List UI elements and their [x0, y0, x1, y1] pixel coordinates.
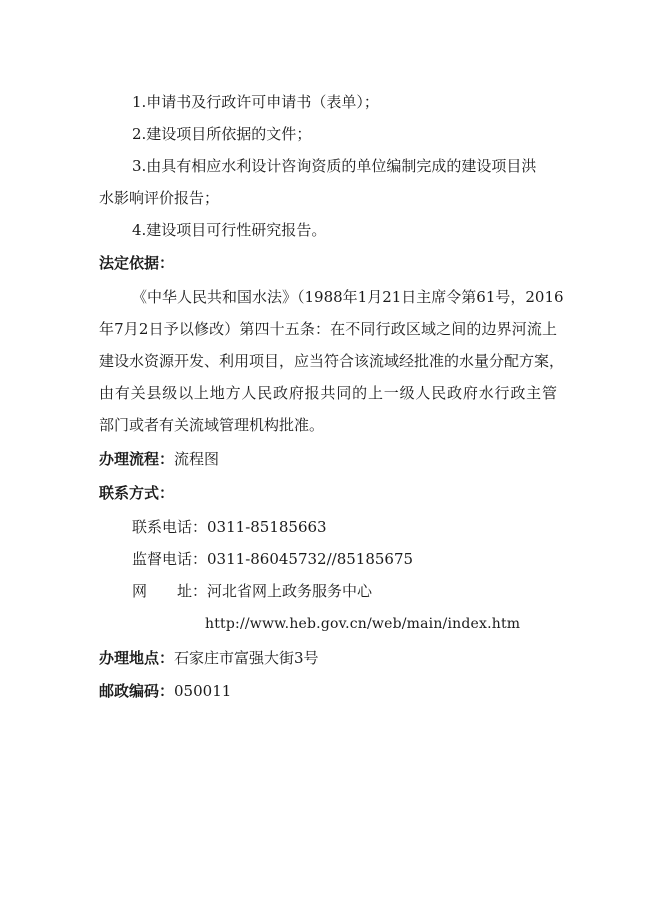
contact-phone-value: 0311-85185663 — [207, 518, 327, 536]
address-value: 石家庄市富强大街3号 — [174, 649, 319, 667]
website-label-char-1: 网 — [132, 582, 148, 600]
material-item-1: 1.申请书及行政许可申请书（表单）； — [132, 93, 379, 111]
legal-basis-line-2: 年7月2日予以修改）第四十五条：在不同行政区域之间的边界河流上 — [99, 320, 557, 338]
website-url-link[interactable]: http://www.heb.gov.cn/web/main/index.htm — [205, 616, 521, 632]
supervise-phone-value: 0311-86045732//85185675 — [207, 550, 414, 568]
postcode-value: 050011 — [174, 682, 232, 700]
website-name: 河北省网上政务服务中心 — [207, 582, 373, 600]
process-row — [99, 449, 219, 469]
material-item-3-line-1: 3.由具有相应水利设计咨询资质的单位编制完成的建设项目洪 — [132, 157, 537, 175]
material-item-2: 2.建设项目所依据的文件； — [132, 125, 312, 143]
supervise-phone-label: 监督电话： — [132, 550, 208, 568]
process-heading: 办理流程： — [99, 450, 175, 468]
legal-basis-line-3: 建设水资源开发、利用项目，应当符合该流域经批准的水量分配方案， — [99, 352, 565, 370]
contact-phone-label: 联系电话： — [132, 518, 208, 536]
website-row — [132, 581, 372, 601]
postcode-heading: 邮政编码： — [99, 682, 175, 700]
supervise-phone-row — [132, 549, 413, 569]
legal-basis-line-4: 由有关县级以上地方人民政府报共同的上一级人民政府水行政主管 — [99, 384, 557, 402]
material-item-4: 4.建设项目可行性研究报告。 — [132, 221, 327, 239]
website-label-char-2: 址： — [177, 582, 208, 600]
material-item-3-line-2: 水影响评价报告； — [99, 189, 220, 207]
process-flowchart-link[interactable]: 流程图 — [174, 450, 220, 468]
legal-basis-line-1: 《中华人民共和国水法》（1988年1月21日主席令第61号，2016 — [132, 288, 564, 306]
legal-basis-heading: 法定依据： — [99, 254, 175, 272]
address-row — [99, 648, 319, 668]
legal-basis-line-5: 部门或者有关流域管理机构批准。 — [99, 416, 325, 434]
address-heading: 办理地点： — [99, 649, 175, 667]
contact-heading: 联系方式： — [99, 484, 175, 502]
postcode-row — [99, 681, 231, 701]
contact-phone-row — [132, 517, 327, 537]
